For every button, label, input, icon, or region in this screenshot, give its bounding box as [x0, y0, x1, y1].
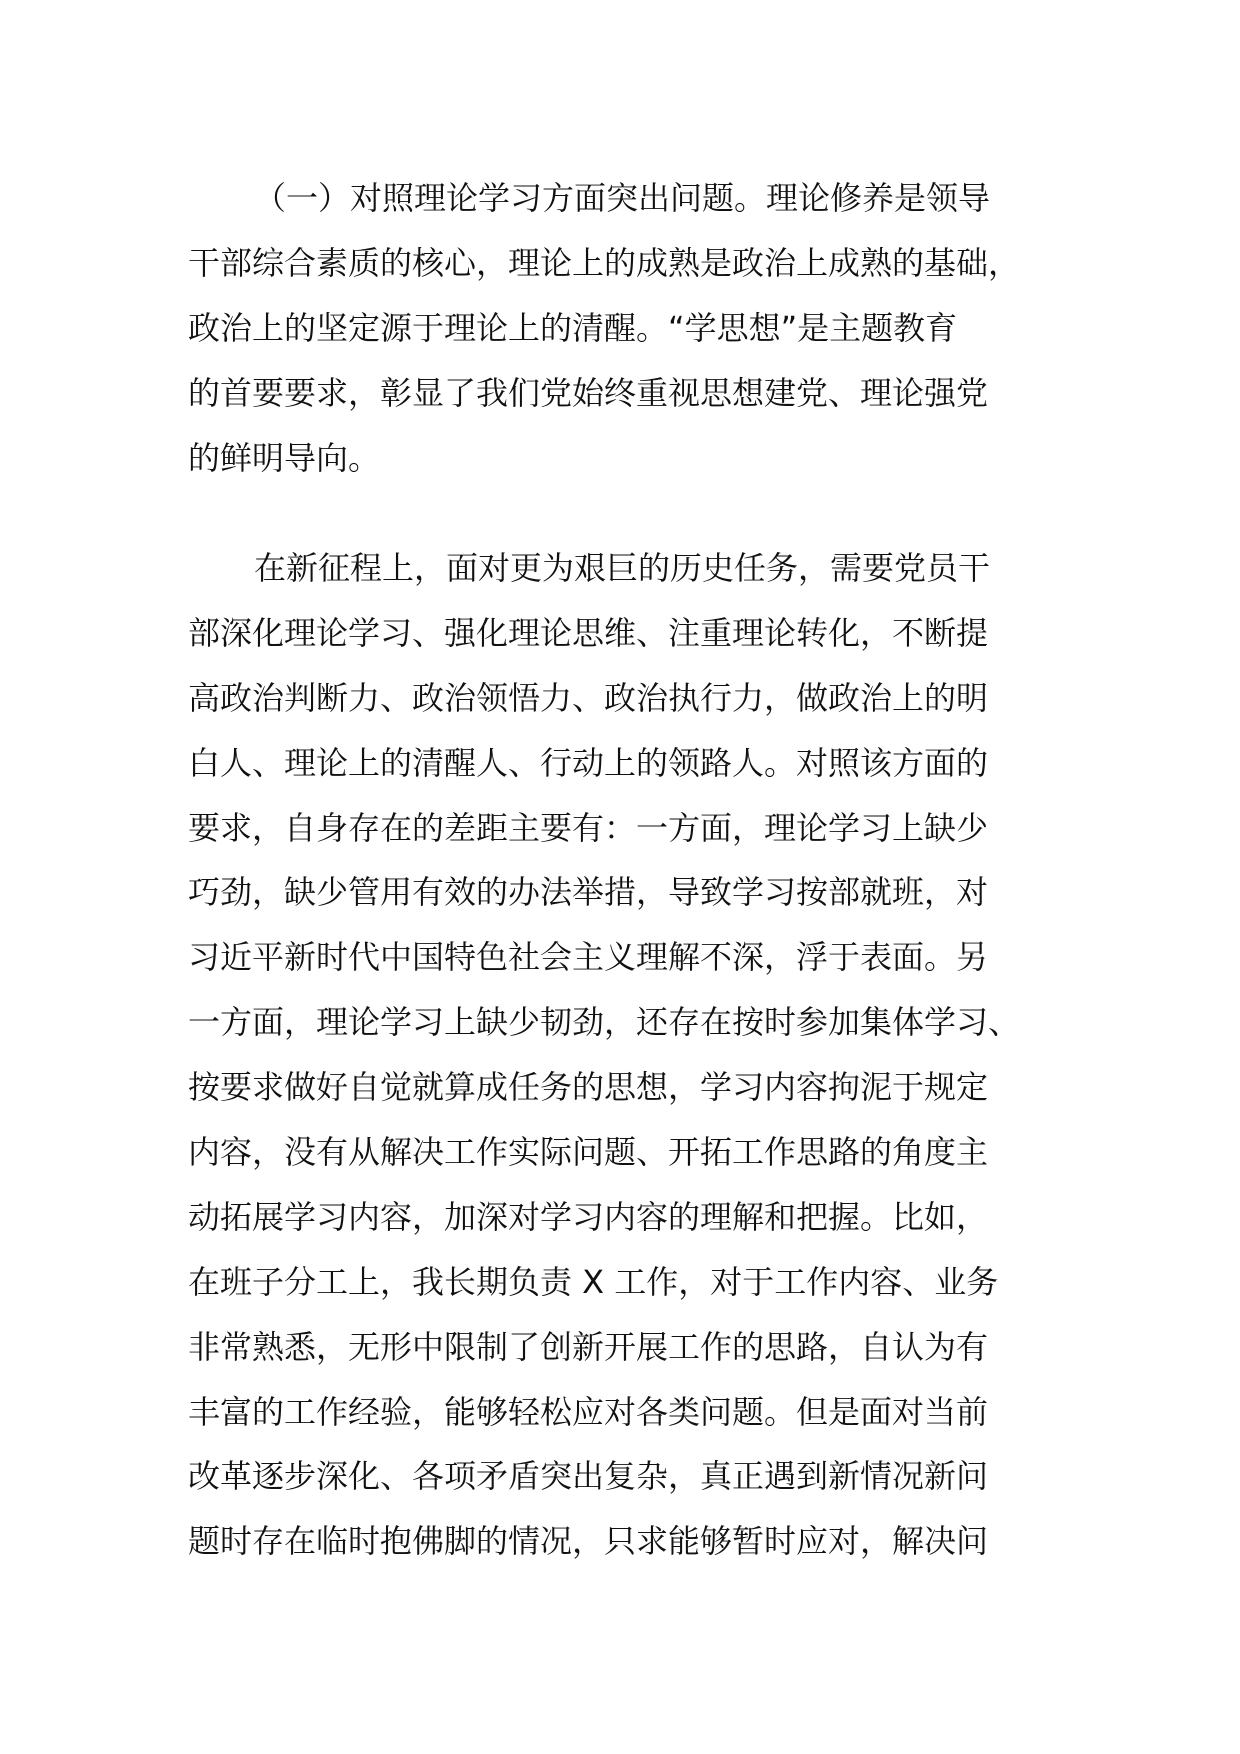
paragraph-line: 动拓展学习内容，加深对学习内容的理解和把握。比如， — [188, 1197, 989, 1236]
paragraph-line: 按要求做好自觉就算成任务的思想，学习内容拘泥于规定 — [188, 1068, 989, 1107]
paragraph-line: 内容，没有从解决工作实际问题、开拓工作思路的角度主 — [188, 1133, 989, 1172]
paragraph-line: 改革逐步深化、各项矛盾突出复杂，真正遇到新情况新问 — [188, 1457, 989, 1496]
paragraph-line: 的首要要求，彰显了我们党始终重视思想建党、理论强党 — [188, 373, 989, 412]
paragraph-line: 在新征程上，面对更为艰巨的历史任务，需要党员干 — [254, 549, 991, 587]
paragraph-line: 部深化理论学习、强化理论思维、注重理论转化，不断提 — [188, 613, 989, 652]
paragraph-line: 习近平新时代中国特色社会主义理解不深，浮于表面。另 — [188, 938, 989, 977]
paragraph-line: 题时存在临时抱佛脚的情况，只求能够暂时应对，解决问 — [188, 1522, 989, 1561]
paragraph-theory-study-problems — [188, 166, 1068, 490]
paragraph-line: 丰富的工作经验，能够轻松应对各类问题。但是面对当前 — [188, 1392, 989, 1431]
paragraph-line: 巧劲，缺少管用有效的办法举措，导致学习按部就班，对 — [188, 873, 989, 912]
paragraph-line: 一方面，理论学习上缺少韧劲，还存在按时参加集体学习、 — [188, 1003, 1021, 1042]
paragraph-line: 要求，自身存在的差距主要有：一方面，理论学习上缺少 — [188, 808, 989, 847]
paragraph-line: 的鲜明导向。 — [188, 438, 381, 477]
paragraph-line: （一）对照理论学习方面突出问题。理论修养是领导 — [254, 179, 991, 217]
paragraph-line: 干部综合素质的核心，理论上的成熟是政治上成熟的基础， — [188, 243, 1021, 282]
paragraph-new-journey — [188, 536, 1068, 1574]
paragraph-line: 白人、理论上的清醒人、行动上的领路人。对照该方面的 — [188, 743, 989, 782]
paragraph-line: 非常熟悉，无形中限制了创新开展工作的思路，自认为有 — [188, 1327, 989, 1366]
paragraph-line: 高政治判断力、政治领悟力、政治执行力，做政治上的明 — [188, 678, 989, 717]
paragraph-line: 政治上的坚定源于理论上的清醒。“学思想”是主题教育 — [188, 308, 958, 347]
paragraph-line: 在班子分工上，我长期负责 X 工作，对于工作内容、业务 — [188, 1262, 999, 1301]
